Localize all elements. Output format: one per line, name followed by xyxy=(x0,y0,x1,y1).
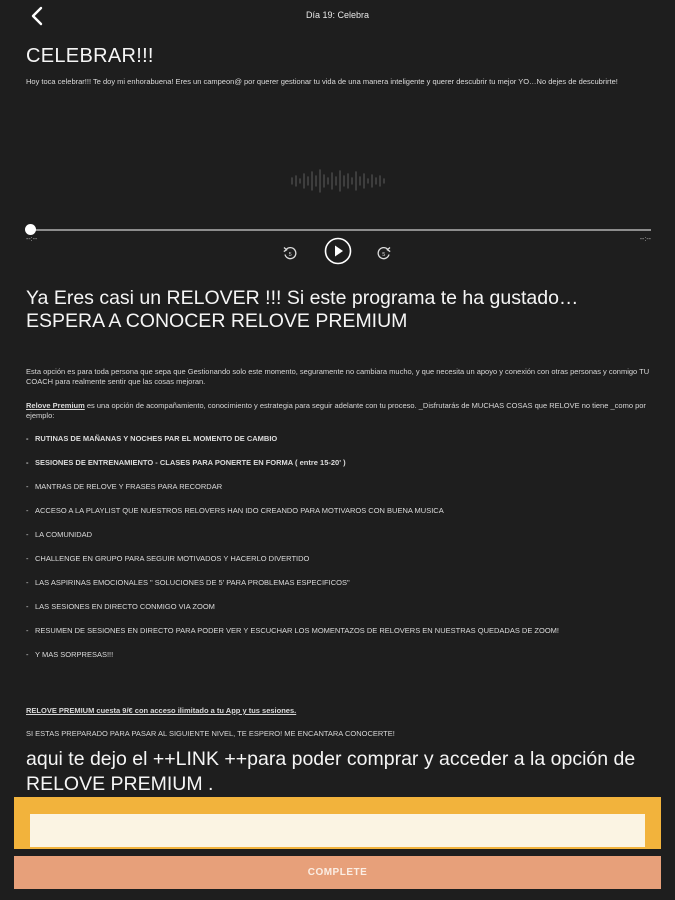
list-item: - SESIONES DE ENTRENAMIENTO - CLASES PARA PONERTE EN FORMA ( entre 15-20' ) xyxy=(26,458,651,468)
premium-description-text: es una opción de acompañamiento, conocimiento y estrategia para seguir adelante con tu proceso. _Disfrutarás de MUCHAS COSAS que RELOVE no tiene _como por ejemplo: xyxy=(26,401,646,420)
list-item: - LAS SESIONES EN DIRECTO CONMIGO VIA ZOOM xyxy=(26,602,651,612)
fast-forward-icon[interactable] xyxy=(376,245,392,261)
list-item: - RESUMEN DE SESIONES EN DIRECTO PARA PODER VER Y ESCUCHAR LOS MOMENTAZOS DE RELOVERS EN NUESTRAS QUEDADAS DE ZOOM! xyxy=(26,626,651,636)
lesson-intro: Hoy toca celebrar!!! Te doy mi enhorabuena! Eres un campeon@ por querer gestionar tu vida de una manera inteligente y querer descubrir tu mejor YO…No dejes de descubrirte! xyxy=(26,77,618,86)
page-title: Día 19: Celebra xyxy=(305,10,370,20)
svg-text:5: 5 xyxy=(382,252,386,258)
lesson-heading: CELEBRAR!!! xyxy=(26,45,154,67)
purchase-link-text[interactable]: aqui te dejo el ++LINK ++para poder comprar y acceder a la opción de RELOVE PREMIUM . xyxy=(26,748,636,795)
list-item: - CHALLENGE EN GRUPO PARA SEGUIR MOTIVADOS Y HACERLO DIVERTIDO xyxy=(26,554,651,564)
note-input[interactable] xyxy=(30,814,645,847)
audio-scrubber[interactable] xyxy=(30,229,651,231)
next-level-text: SI ESTAS PREPARADO PARA PASAR AL SIGUIENTE NIVEL, TE ESPERO! ME ENCANTARA CONOCERTE! xyxy=(26,729,395,738)
list-item: - Y MAS SORPRESAS!!! xyxy=(26,650,651,660)
list-item: - ACCESO A LA PLAYLIST QUE NUESTROS RELOVERS HAN IDO CREANDO PARA MOTIVAROS CON BUENA MUSICA xyxy=(26,506,651,516)
total-time: --:-- xyxy=(639,236,651,243)
premium-name: Relove Premium xyxy=(26,401,85,410)
elapsed-time: --:-- xyxy=(26,236,38,243)
complete-button[interactable]: COMPLETE xyxy=(14,856,661,889)
list-item: - RUTINAS DE MAÑANAS Y NOCHES PAR EL MOMENTO DE CAMBIO xyxy=(26,434,651,444)
note-panel xyxy=(14,797,661,849)
svg-text:5: 5 xyxy=(288,252,292,258)
scrubber-handle[interactable] xyxy=(25,224,36,235)
audio-waveform-icon xyxy=(290,168,386,194)
premium-features-list xyxy=(26,434,651,674)
promo-paragraph: Esta opción es para toda persona que sepa que Gestionando solo este momento, seguramente no cambiara mucho, y que necesita un apoyo y conexión con otras personas y conmigo TU COACH para realmente sentir que las cosas mejoran. xyxy=(26,367,650,386)
premium-description xyxy=(26,401,651,421)
list-item: - LA COMUNIDAD xyxy=(26,530,651,540)
rewind-icon[interactable] xyxy=(282,245,298,261)
play-icon[interactable] xyxy=(324,237,352,265)
price-text: RELOVE PREMIUM cuesta 9/€ con acceso ilimitado a tu App y tus sesiones. xyxy=(26,706,297,715)
list-item: - MANTRAS DE RELOVE Y FRASES PARA RECORDAR xyxy=(26,482,651,492)
list-item: - LAS ASPIRINAS EMOCIONALES " SOLUCIONES DE 5' PARA PROBLEMAS ESPECIFICOS" xyxy=(26,578,651,588)
promo-heading: Ya Eres casi un RELOVER !!! Si este programa te ha gustado…ESPERA A CONOCER RELOVE PREMIUM xyxy=(26,287,579,332)
